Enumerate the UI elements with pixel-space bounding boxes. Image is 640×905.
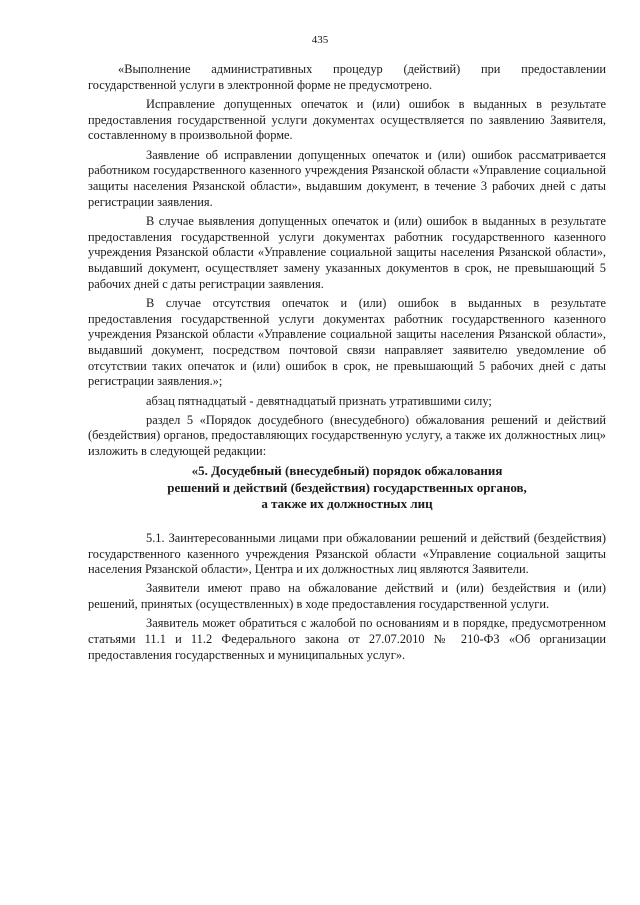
section-heading-line: решений и действий (бездействия) государственных органов, (167, 479, 527, 495)
paragraph-errors-found: В случае выявления допущенных опечаток и (или) ошибок в выданных в результате предоставления государственной услуги документах работник государственного казенного учреждения Рязанской области «Управление социальной защиты населения Рязанской области», выдавший документ, осуществляет замену указанных документов в срок, не превышающий 5 рабочих дней с даты регистрации заявления. (88, 213, 606, 291)
document-body (88, 62, 606, 667)
paragraph-corrections-review: Заявление об исправлении допущенных опечаток и (или) ошибок рассматривается работником государственного казенного учреждения Рязанской области «Управление социальной защиты населения Рязанской области», выдавшим документ, в течение 3 рабочих дней с даты регистрации заявления. (88, 147, 606, 209)
paragraph-abolished: абзац пятнадцатый - девятнадцатый признать утратившими силу; (146, 393, 492, 408)
paragraph-section-5-intro: раздел 5 «Порядок досудебного (внесудебного) обжалования решений и действий (бездействия) органов, предоставляющих государственную услугу, а также их должностных лиц» изложить в следующей редакции: (88, 412, 606, 459)
paragraph-complaint-grounds: Заявитель может обратиться с жалобой по основаниям и в порядке, предусмотренном статьями 11.1 и 11.2 Федерального закона от 27.07.2010 № 210-ФЗ «Об организации предоставления государственных и муниципальных услуг». (88, 616, 606, 662)
paragraph-corrections: Исправление допущенных опечаток и (или) ошибок в выданных в результате предоставления государственной услуги документах осуществляется по заявлению Заявителя, составленному в произвольной форме. (88, 96, 606, 143)
paragraph-right-to-appeal: Заявители имеют право на обжалование действий и (или) бездействия и (или) решений, принятых (осуществленных) в ходе предоставления государственной услуги. (88, 581, 606, 612)
section-5-heading (88, 463, 606, 513)
paragraph-electronic-form: «Выполнение административных процедур (действий) при предоставлении государственной услуги в электронной форме не предусмотрено. (88, 62, 606, 92)
paragraph-errors-absent: В случае отсутствия опечаток и (или) ошибок в выданных в результате предоставления государственной услуги документах работник государственного казенного учреждения Рязанской области «Управление социальной защиты населения Рязанской области», выдавший документ, посредством почтовой связи направляет заявителю уведомление об отсутствии таких опечаток и (или) ошибок в срок, не превышающий 5 рабочих дней с даты регистрации заявления.»; (88, 295, 606, 389)
page-number: 435 (311, 34, 329, 46)
section-heading-line: а также их должностных лиц (261, 496, 433, 512)
section-heading-line: «5. Досудебный (внесудебный) порядок обжалования (191, 463, 503, 479)
paragraph-5-1: 5.1. Заинтересованными лицами при обжаловании решений и действий (бездействия) государственного казенного учреждения Рязанской области «Управление социальной защиты населения Рязанской области», Центра и их должностных лиц являются Заявители. (88, 530, 606, 577)
